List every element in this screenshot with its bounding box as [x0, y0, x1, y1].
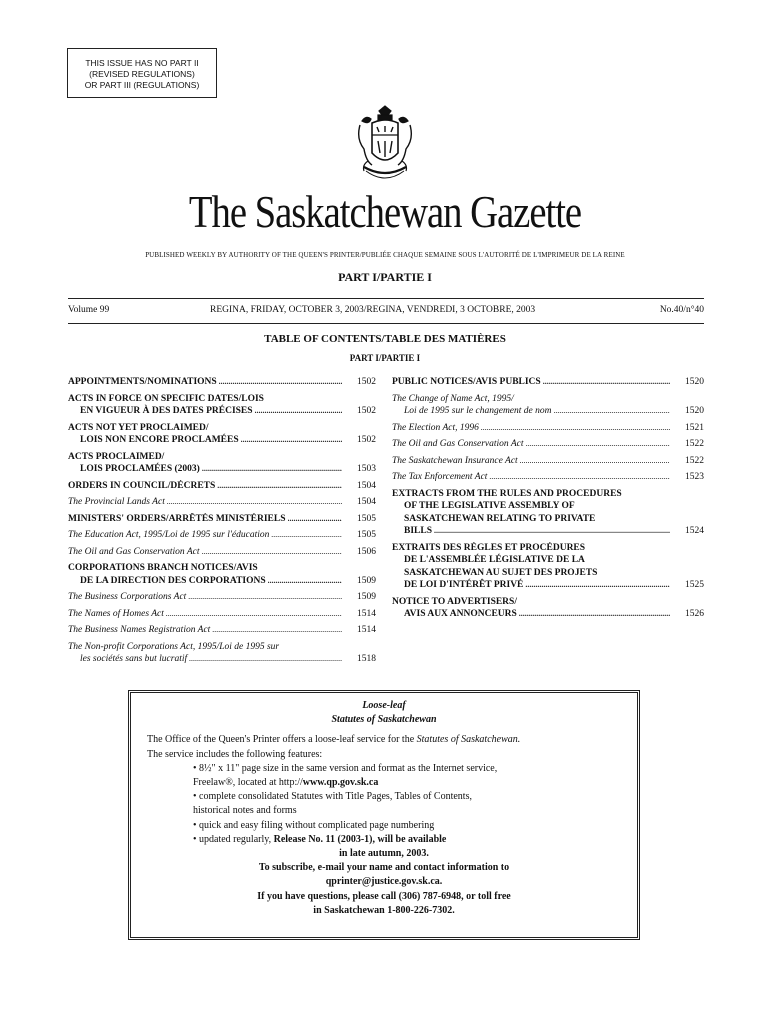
top-rule	[68, 298, 704, 299]
subscribe-line-1: To subscribe, e-mail your name and contact information to	[258, 862, 510, 874]
leader-dots	[554, 405, 671, 418]
box-intro-statutes: Statutes of Saskatchewan.	[416, 734, 521, 746]
toc-entry[interactable]	[68, 480, 376, 493]
toc-page-number: 1520	[685, 406, 704, 416]
coat-of-arms-icon	[352, 105, 418, 187]
qp-url-link[interactable]: www.qp.gov.sk.ca	[302, 777, 379, 789]
subscribe-line-3: If you have questions, please call (306) 787-6948, or toll free	[257, 890, 511, 902]
toc-entry-text: DE L'ASSEMBLÉE LÉGISLATIVE DE LA	[404, 555, 585, 565]
toc-entry-text: ACTS IN FORCE ON SPECIFIC DATES/LOIS	[68, 393, 264, 404]
toc-entry-text: NOTICE TO ADVERTISERS/	[392, 596, 517, 607]
toc-entry[interactable]	[68, 496, 376, 509]
toc-subheading: PART I/PARTIE I	[349, 353, 421, 363]
feature-4-text: • updated regularly,	[193, 833, 274, 845]
notice-line-1: THIS ISSUE HAS NO PART II	[85, 58, 199, 68]
toc-entry-text: SASKATCHEWAN RELATING TO PRIVATE	[404, 513, 596, 524]
feature-3: • quick and easy filing without complicated page numbering	[193, 819, 435, 831]
box-title-2: Statutes of Saskatchewan	[331, 714, 437, 726]
leader-dots	[212, 624, 342, 637]
toc-entry[interactable]	[68, 608, 376, 621]
toc-page-number: 1522	[685, 455, 704, 466]
toc-page-number: 1505	[357, 530, 376, 540]
leader-dots	[217, 480, 342, 493]
toc-entry-text: The Provincial Lands Act	[68, 497, 165, 507]
leader-dots	[255, 405, 342, 418]
leader-dots	[288, 513, 342, 526]
toc-entry-text: DE LOI D'INTÉRÊT PRIVÉ	[404, 580, 524, 590]
toc-entry-text: Loi de 1995 sur le changement de nom	[404, 406, 552, 416]
toc-entry-text: ACTS PROCLAIMED/	[68, 451, 165, 462]
toc-page-number: 1506	[357, 546, 376, 557]
leader-dots	[543, 376, 670, 389]
toc-entry-text: The Business Corporations Act	[68, 592, 187, 602]
toc-page-number: 1524	[685, 526, 704, 536]
toc-entry-text: MINISTERS' ORDERS/ARRÊTÉS MINISTÉRIELS	[68, 513, 286, 524]
toc-page-number: 1523	[685, 472, 704, 482]
notice-line-3: OR PART III (REGULATIONS)	[84, 80, 200, 90]
leader-dots	[188, 591, 342, 604]
toc-entry[interactable]	[392, 542, 704, 592]
box-features	[147, 762, 621, 847]
leader-dots	[241, 434, 342, 447]
toc-entry[interactable]	[392, 393, 704, 418]
toc-page-number: 1526	[685, 609, 704, 619]
toc-page-number: 1514	[357, 625, 376, 635]
toc-entry-text: The Oil and Gas Conservation Act	[68, 546, 200, 557]
leader-dots	[520, 455, 670, 468]
toc-entry-text: The Election Act, 1996	[392, 422, 479, 433]
toc-page-number: 1520	[685, 377, 704, 387]
toc-entry[interactable]	[68, 422, 376, 447]
leader-dots	[268, 575, 342, 588]
toc-entry-text: The Non-profit Corporations Act, 1995/Loi de 1995 sur	[68, 641, 280, 652]
leader-dots	[189, 653, 342, 666]
leader-dots	[525, 579, 670, 592]
part-heading: PART I/PARTIE I	[338, 270, 432, 284]
toc-entry-text: LOIS PROCLAMÉES (2003)	[80, 464, 200, 474]
toc-entry-text: EXTRACTS FROM THE RULES AND PROCEDURES	[392, 488, 622, 499]
toc-page-number: 1521	[685, 422, 704, 433]
toc-entry-text: BILLS	[404, 526, 432, 536]
toc-entry-text: The Tax Enforcement Act	[392, 472, 488, 482]
feature-2b: historical notes and forms	[193, 805, 297, 817]
box-intro-2: The service includes the following features:	[147, 748, 323, 760]
toc-page-number: 1509	[357, 592, 376, 602]
toc-page-number: 1502	[357, 406, 376, 416]
toc-heading: TABLE OF CONTENTS/TABLE DES MATIÈRES	[264, 333, 506, 345]
toc-page-number: 1503	[357, 464, 376, 474]
toc-entry-text: SASKATCHEWAN AU SUJET DES PROJETS	[404, 567, 598, 578]
toc-entry[interactable]	[68, 513, 376, 526]
toc-entry[interactable]	[68, 562, 376, 587]
leader-dots	[167, 496, 342, 509]
toc-entry-text: les sociétés sans but lucratif	[80, 654, 188, 664]
toc-page-number: 1522	[685, 439, 704, 449]
volume-label: Volume 99	[68, 305, 110, 315]
subscribe-email-link[interactable]: qprinter@justice.gov.sk.ca.	[325, 876, 443, 888]
toc-entry[interactable]	[392, 438, 704, 451]
toc-left-column	[68, 376, 376, 670]
box-intro	[147, 733, 621, 747]
feature-4-release: Release No. 11 (2003-1), will be available	[273, 833, 447, 845]
toc-entry-text: EN VIGUEUR À DES DATES PRÉCISES	[80, 406, 253, 416]
feature-1b	[193, 776, 621, 790]
toc-entry-text: The Oil and Gas Conservation Act	[392, 439, 524, 449]
leader-dots	[481, 422, 670, 435]
toc-entry-text: The Business Names Registration Act	[68, 625, 211, 635]
toc-entry[interactable]	[392, 455, 704, 468]
toc-page-number: 1504	[357, 480, 376, 491]
box-title-1: Loose-leaf	[362, 700, 406, 711]
bottom-rule	[68, 323, 704, 324]
toc-entry[interactable]	[68, 624, 376, 637]
toc-entry[interactable]	[392, 488, 704, 538]
toc-entry-text: ORDERS IN COUNCIL/DÉCRETS	[68, 480, 216, 491]
toc-entry[interactable]	[68, 641, 376, 666]
toc-page-number: 1504	[357, 497, 376, 507]
toc-entry-text: The Saskatchewan Insurance Act	[392, 455, 518, 466]
toc-entry[interactable]	[68, 546, 376, 559]
toc-entry[interactable]	[68, 529, 376, 542]
toc-page-number: 1509	[357, 575, 376, 586]
toc-entry[interactable]	[68, 376, 376, 389]
toc-page-number: 1502	[357, 435, 376, 445]
loose-leaf-notice-box	[128, 690, 640, 940]
leader-dots	[202, 463, 342, 476]
toc-page-number: 1514	[357, 608, 376, 619]
feature-1a: • 8½" x 11" page size in the same version and format as the Internet service,	[193, 762, 498, 774]
no-part-notice-box	[67, 48, 217, 98]
feature-4	[193, 833, 621, 847]
subscribe-line-4: in Saskatchewan 1-800-226-7302.	[313, 904, 455, 916]
toc-page-number: 1505	[357, 513, 376, 524]
toc-entry[interactable]	[392, 596, 704, 621]
toc-page-number: 1502	[357, 377, 376, 387]
leader-dots	[219, 376, 342, 389]
toc-entry-text: AVIS AUX ANNONCEURS	[404, 609, 517, 619]
toc-entry-text: APPOINTMENTS/NOMINATIONS	[68, 377, 217, 387]
toc-page-number: 1525	[685, 580, 704, 590]
toc-entry-text: The Change of Name Act, 1995/	[392, 393, 514, 404]
toc-entry[interactable]	[68, 451, 376, 476]
toc-entry[interactable]	[392, 376, 704, 389]
toc-entry-text: ACTS NOT YET PROCLAIMED/	[68, 422, 209, 433]
published-by-line: PUBLISHED WEEKLY BY AUTHORITY OF THE QUEEN'S PRINTER/PUBLIÉE CHAQUE SEMAINE SOUS L'AUTORITÉ DE L'IMPRIMEUR DE LA REINE	[145, 251, 625, 259]
leader-dots	[166, 608, 342, 621]
toc-entry-text: PUBLIC NOTICES/AVIS PUBLICS	[392, 377, 541, 387]
toc-entry[interactable]	[68, 393, 376, 418]
leader-dots	[271, 529, 342, 542]
toc-entry[interactable]	[392, 471, 704, 484]
toc-right-column	[392, 376, 704, 625]
leader-dots	[519, 608, 670, 621]
toc-entry[interactable]	[68, 591, 376, 604]
leader-dots	[434, 525, 670, 538]
feature-2a: • complete consolidated Statutes with Title Pages, Tables of Contents,	[193, 791, 472, 803]
issue-number: No.40/n°40	[659, 305, 704, 315]
dateline: REGINA, FRIDAY, OCTOBER 3, 2003/REGINA, VENDREDI, 3 OCTOBRE, 2003	[210, 305, 536, 315]
leader-dots	[202, 546, 342, 559]
toc-page-number: 1518	[357, 654, 376, 664]
toc-entry-text: OF THE LEGISLATIVE ASSEMBLY OF	[404, 501, 575, 511]
box-intro-text: The Office of the Queen's Printer offers a loose-leaf service for the	[147, 734, 417, 746]
toc-entry-text: CORPORATIONS BRANCH NOTICES/AVIS	[68, 563, 258, 573]
toc-entry-text: LOIS NON ENCORE PROCLAMÉES	[80, 435, 239, 445]
toc-entry-text: DE LA DIRECTION DES CORPORATIONS	[80, 575, 266, 586]
gazette-title: The Saskatchewan Gazette	[188, 187, 582, 237]
toc-entry[interactable]	[392, 422, 704, 435]
leader-dots	[489, 471, 670, 484]
feature-1b-text: Freelaw®, located at http://	[193, 777, 303, 789]
feature-4-timing: in late autumn, 2003.	[339, 848, 429, 860]
leader-dots	[526, 438, 670, 451]
toc-entry-text: EXTRAITS DES RÈGLES ET PROCÉDURES	[392, 542, 586, 553]
notice-line-2: (REVISED REGULATIONS)	[89, 69, 195, 79]
toc-entry-text: The Education Act, 1995/Loi de 1995 sur l'éducation	[68, 530, 270, 540]
toc-entry-text: The Names of Homes Act	[68, 608, 164, 619]
